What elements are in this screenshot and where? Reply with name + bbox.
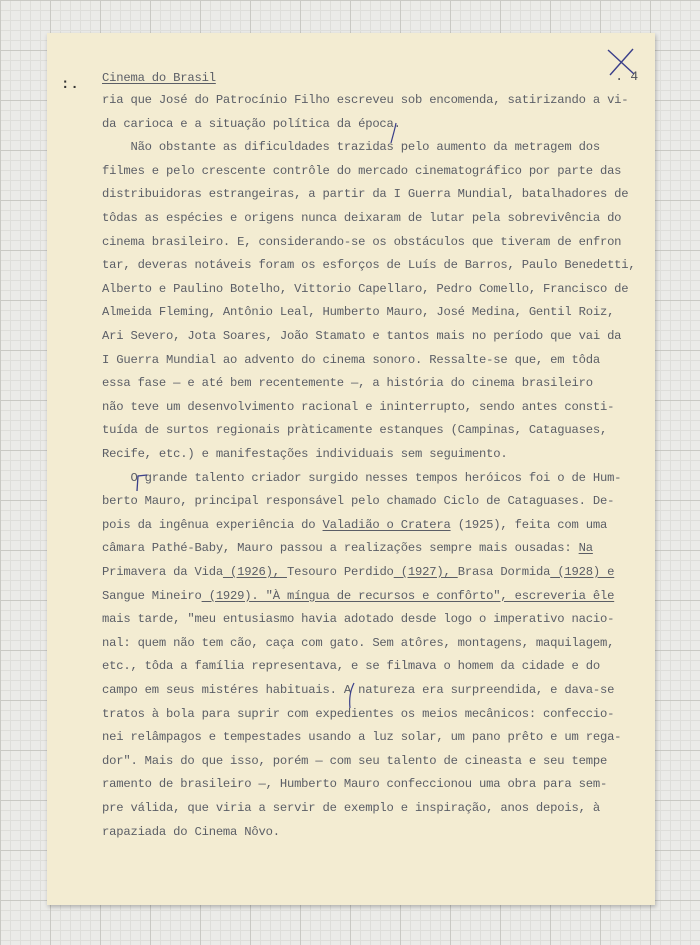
text-segment: I Guerra Mundial ao advento do cinema sonoro. Ressalte-se que, em tôda bbox=[102, 352, 600, 367]
text-segment: não teve um desenvolvimento racional e ininterrupto, sendo antes consti- bbox=[102, 399, 615, 414]
text-line bbox=[102, 211, 621, 225]
text-line bbox=[102, 730, 621, 744]
text-segment: pois da ingênua experiência do bbox=[102, 517, 323, 532]
text-line bbox=[102, 518, 607, 532]
text-line bbox=[102, 754, 607, 768]
text-segment: tratos à bola para suprir com expedientes os meios mecânicos: confeccio- bbox=[102, 706, 615, 721]
pencil-bracket-mark bbox=[344, 681, 358, 711]
text-segment: rapaziada do Cinema Nôvo. bbox=[102, 824, 280, 839]
text-line bbox=[102, 258, 636, 272]
text-line bbox=[102, 825, 280, 839]
text-line bbox=[102, 494, 614, 508]
margin-dots: :. bbox=[61, 77, 80, 93]
text-segment: cinema brasileiro. E, considerando-se os obstáculos que tiveram de enfron bbox=[102, 234, 622, 249]
page-number: . 4 bbox=[615, 69, 638, 84]
running-header bbox=[102, 71, 216, 85]
text-line bbox=[102, 565, 614, 579]
text-line bbox=[102, 235, 621, 249]
text-segment: O grande talento criador surgido nesses tempos heróicos foi o de Hum- bbox=[102, 470, 622, 485]
text-segment: pre válida, que viria a servir de exemplo e inspiração, anos depois, à bbox=[102, 801, 600, 815]
text-line bbox=[102, 423, 607, 437]
film-title: Valadião o Cratera bbox=[322, 517, 451, 532]
text-line bbox=[102, 400, 614, 414]
text-segment: Ari Severo, Jota Soares, João Stamato e tantos mais no período que vai da bbox=[102, 329, 622, 343]
text-segment: Recife, etc.) e manifestações individuais sem seguimento. bbox=[102, 447, 508, 461]
pencil-slash-mark bbox=[387, 121, 401, 145]
text-segment: berto Mauro, principal responsável pelo chamado Ciclo de Cataguases. De- bbox=[102, 494, 615, 509]
film-title: Na bbox=[578, 541, 593, 556]
text-segment: tôdas as espécies e origens nunca deixaram de lutar pela sobrevivência do bbox=[102, 211, 622, 225]
text-line bbox=[102, 612, 614, 626]
text-line bbox=[102, 541, 593, 555]
text-segment: nal: quem não tem cão, caça com gato. Sem atôres, montagens, maquilagem, bbox=[102, 635, 615, 650]
text-segment: nei relâmpagos e tempestades usando a luz solar, um pano prêto e um rega- bbox=[102, 730, 622, 745]
text-line bbox=[102, 471, 621, 485]
text-segment: da carioca e a situação política da época. bbox=[102, 116, 401, 131]
text-line bbox=[102, 282, 628, 296]
text-line bbox=[102, 353, 600, 367]
text-segment: ramento de brasileiro —, Humberto Mauro confeccionou uma obra para sem- bbox=[102, 777, 608, 792]
text-line bbox=[102, 329, 621, 343]
text-line bbox=[102, 801, 600, 815]
pencil-paragraph-mark bbox=[135, 473, 149, 493]
text-segment: essa fase — e até bem recentemente —, a história do cinema brasileiro bbox=[102, 376, 593, 391]
header-title: Cinema do Brasil bbox=[102, 71, 216, 85]
text-segment: Brasa Dormida bbox=[457, 565, 551, 579]
film-title: (1929). "À míngua de recursos e confôrto", escreveria êle bbox=[201, 588, 615, 603]
text-segment: distribuidoras estrangeiras, a partir da I Guerra Mundial, batalhadores de bbox=[102, 187, 629, 202]
text-line bbox=[102, 305, 614, 319]
film-title: (1926), bbox=[222, 565, 287, 579]
text-line bbox=[102, 117, 401, 131]
text-line bbox=[102, 707, 614, 721]
text-line bbox=[102, 589, 614, 603]
text-line bbox=[102, 140, 600, 154]
text-segment: mais tarde, "meu entusiasmo havia adotado desde logo o imperativo nacio- bbox=[102, 612, 615, 627]
text-line bbox=[102, 777, 607, 791]
text-segment: tar, deveras notáveis foram os esforços de Luís de Barros, Paulo Benedetti, bbox=[102, 258, 636, 273]
text-segment: Tesouro Perdido bbox=[286, 565, 394, 579]
typewritten-page bbox=[47, 33, 655, 905]
text-segment: Sangue Mineiro bbox=[102, 588, 202, 603]
film-title: (1927), bbox=[393, 565, 458, 579]
film-title: (1928) e bbox=[550, 565, 615, 579]
text-line bbox=[102, 93, 628, 107]
text-segment: Almeida Fleming, Antônio Leal, Humberto Mauro, José Medina, Gentil Roiz, bbox=[102, 305, 615, 320]
text-segment: (1925), feita com uma bbox=[450, 517, 608, 532]
text-segment: campo em seus mistéres habituais. A natureza era surpreendida, e dava-se bbox=[102, 683, 615, 697]
text-line bbox=[102, 376, 593, 390]
text-segment: Primavera da Vida bbox=[102, 565, 223, 579]
text-line bbox=[102, 659, 600, 673]
text-segment: câmara Pathé-Baby, Mauro passou a realizações sempre mais ousadas: bbox=[102, 541, 579, 556]
text-segment: tuída de surtos regionais pràticamente estanques (Campinas, Cataguases, bbox=[102, 423, 608, 438]
text-segment: filmes e pelo crescente contrôle do mercado cinematográfico por parte das bbox=[102, 163, 622, 178]
text-line bbox=[102, 636, 614, 650]
text-line bbox=[102, 683, 614, 697]
text-segment: dor". Mais do que isso, porém — com seu talento de cineasta e seu tempe bbox=[102, 753, 608, 768]
text-line bbox=[102, 187, 628, 201]
text-line bbox=[102, 164, 621, 178]
text-segment: ria que José do Patrocínio Filho escreveu sob encomenda, satirizando a vi- bbox=[102, 93, 629, 107]
text-segment: etc., tôda a família representava, e se filmava o homem da cidade e do bbox=[102, 659, 600, 674]
text-segment: Não obstante as dificuldades trazidas pelo aumento da metragem dos bbox=[102, 140, 600, 155]
text-line bbox=[102, 447, 507, 461]
text-segment: Alberto e Paulino Botelho, Vittorio Capellaro, Pedro Comello, Francisco de bbox=[102, 281, 629, 296]
